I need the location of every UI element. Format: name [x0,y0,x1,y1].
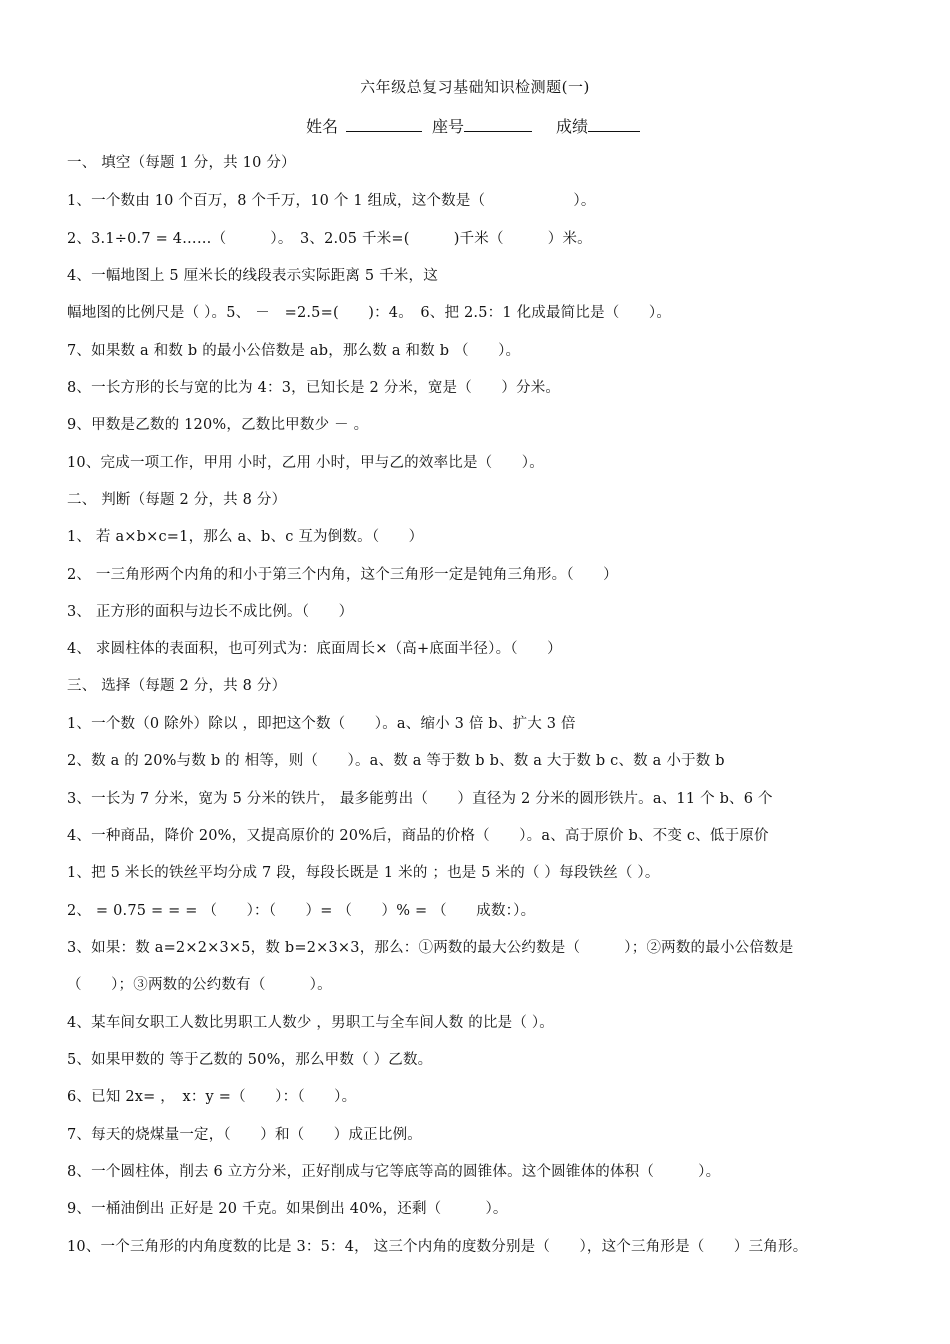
question-line: 2、3.1÷0.7 = 4……（ ）。 3、2.05 千米=( )千米（ ）米。 [67,231,592,247]
question-line: 4、一种商品，降价 20%，又提高原价的 20%后，商品的价格（ ）。a、高于原价 b、不变 c、低于原价 [67,828,769,844]
student-info-row [306,114,640,137]
question-line: （ ）；③两数的公约数有（ ）。 [67,977,332,993]
question-line: 1、把 5 米长的铁丝平均分成 7 段，每段长既是 1 米的 ；也是 5 米的（ ）每段铁丝（ ）。 [67,865,660,881]
question-line: 1、一个数（0 除外）除以 ，即把这个数（ ）。a、缩小 3 倍 b、扩大 3 倍 [67,716,576,732]
question-line: 7、每天的烧煤量一定，（ ）和（ ）成正比例。 [67,1127,422,1143]
section-heading-true-false: 二、 判断（每题 2 分，共 8 分） [67,492,287,508]
question-line: 3、如果：数 a=2×2×3×5，数 b=2×3×3，那么：①两数的最大公约数是（ ）；②两数的最小公倍数是 [67,940,794,956]
seat-blank [464,117,532,132]
question-line: 3、一长为 7 分米，宽为 5 分米的铁片， 最多能剪出（ ）直径为 2 分米的圆形铁片。a、11 个 b、6 个 [67,791,773,807]
question-line: 9、甲数是乙数的 120%，乙数比甲数少 － 。 [67,417,369,433]
question-line: 3、 正方形的面积与边长不成比例。（ ） [67,604,354,620]
question-line: 6、已知 2x= ， x：y =（ ）：（ ）。 [67,1089,357,1105]
question-line: 2、 一三角形两个内角的和小于第三个内角，这个三角形一定是钝角三角形。（ ） [67,567,618,583]
question-line: 7、如果数 a 和数 b 的最小公倍数是 ab，那么数 a 和数 b （ ）。 [67,343,521,359]
page-title: 六年级总复习基础知识检测题(一) [360,78,590,96]
section-heading-multiple-choice: 三、 选择（每题 2 分，共 8 分） [67,678,287,694]
question-line: 10、一个三角形的内角度数的比是 3：5：4， 这三个内角的度数分别是（ ），这个三角形是（ ）三角形。 [67,1239,808,1255]
name-label: 姓名 [306,117,339,136]
score-blank [588,117,640,132]
question-line: 9、一桶油倒出 正好是 20 千克。如果倒出 40%，还剩（ ）。 [67,1201,508,1217]
question-line: 8、一长方形的长与宽的比为 4：3，已知长是 2 分米，宽是（ ）分米。 [67,380,561,396]
question-line: 2、数 a 的 20%与数 b 的 相等，则（ ）。a、数 a 等于数 b b、数 a 大于数 b c、数 a 小于数 b [67,753,725,769]
question-line: 幅地图的比例尺是（ ）。5、 － =2.5=( )：4。 6、把 2.5：1 化成最简比是（ ）。 [67,305,672,321]
question-line: 8、一个圆柱体，削去 6 立方分米，正好削成与它等底等高的圆锥体。这个圆锥体的体积（ ）。 [67,1164,721,1180]
question-line: 10、完成一项工作，甲用 小时，乙用 小时，甲与乙的效率比是（ ）。 [67,455,544,471]
score-label: 成绩 [556,117,589,136]
question-line: 4、某车间女职工人数比男职工人数少 ，男职工与全车间人数 的比是（ ）。 [67,1015,554,1031]
question-line: 5、如果甲数的 等于乙数的 50%，那么甲数（ ）乙数。 [67,1052,433,1068]
name-blank [346,117,422,132]
seat-label: 座号 [432,117,465,136]
question-line: 4、一幅地图上 5 厘米长的线段表示实际距离 5 千米，这 [67,268,438,284]
question-line: 1、 若 a×b×c=1，那么 a、b、c 互为倒数。（ ） [67,529,424,545]
question-line: 1、一个数由 10 个百万，8 个千万，10 个 1 组成，这个数是（ ）。 [67,193,596,209]
question-line: 2、 = 0.75 = = = （ ）：（ ）= （ ）% = （ 成数：）。 [67,903,536,919]
question-line: 4、 求圆柱体的表面积，也可列式为：底面周长×（高+底面半径）。（ ） [67,641,562,657]
section-heading-fill-blank: 一、 填空（每题 1 分，共 10 分） [67,155,296,171]
